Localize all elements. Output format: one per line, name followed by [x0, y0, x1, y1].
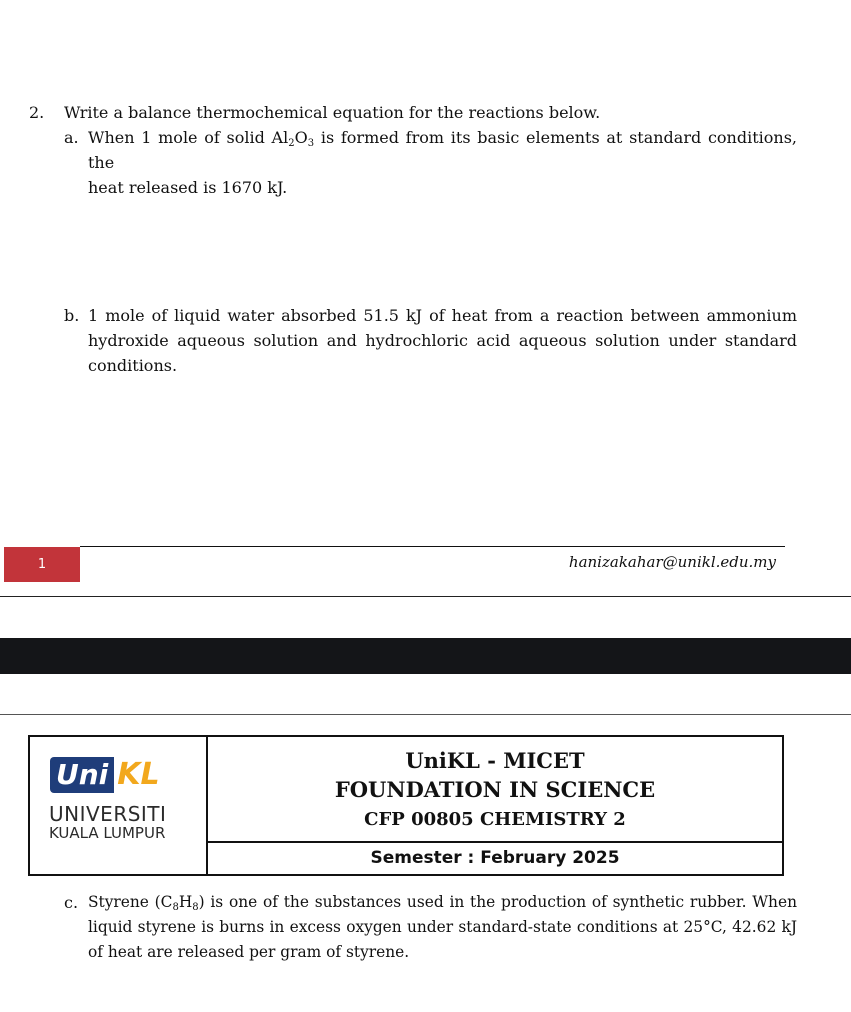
- part-a-line-1: When 1 mole of solid $Al_2O_3$ is formed from its basic elements at standard conditions, the: [88, 128, 797, 172]
- footer-rule: [80, 546, 785, 547]
- question-number: 2.: [29, 103, 45, 122]
- logo-universiti: UNIVERSITI: [49, 802, 167, 826]
- semester-cell: [208, 843, 782, 874]
- unikl-logo: [50, 757, 160, 793]
- header-semester: Semester : February 2025: [370, 848, 620, 868]
- part-c-line-2: liquid styrene is burns in excess oxygen under standard-state conditions at 25°C, 42.62 kJ: [88, 918, 797, 936]
- part-b-label: b.: [64, 306, 80, 325]
- header-institution: UniKL - MICET: [405, 748, 585, 773]
- part-a-text: [88, 125, 797, 200]
- page-gap-band: [0, 638, 851, 674]
- question-stem: Write a balance thermochemical equation for the reactions below.: [64, 103, 601, 122]
- part-b-line-1: 1 mole of liquid water absorbed 51.5 kJ of heat from a reaction between ammonium: [88, 306, 797, 325]
- part-a-label: a.: [64, 128, 79, 147]
- part-b-line-3: conditions.: [88, 356, 178, 375]
- logo-uni-text: Uni: [50, 757, 114, 793]
- page-separator: [0, 596, 851, 597]
- title-cell: [208, 737, 782, 843]
- logo-kuala-lumpur: KUALA LUMPUR: [49, 824, 166, 842]
- part-c-label: c.: [64, 893, 79, 912]
- logo-kl-text: KL: [117, 757, 160, 792]
- header-course: CFP 00805 CHEMISTRY 2: [364, 809, 626, 830]
- header-programme: FOUNDATION IN SCIENCE: [334, 777, 656, 802]
- page-separator: [0, 714, 851, 715]
- part-b-line-2: hydroxide aqueous solution and hydrochloric acid aqueous solution under standard: [88, 331, 797, 350]
- page-number-badge: 1: [4, 547, 80, 582]
- part-a-line-2: heat released is 1670 kJ.: [88, 178, 288, 197]
- document-header-table: [28, 735, 784, 876]
- footer-email: hanizakahar@unikl.edu.my: [568, 553, 776, 571]
- part-c-text: [88, 890, 797, 965]
- logo-cell: [30, 737, 208, 874]
- part-c-line-1: Styrene $(C_8H_8)$ is one of the substances used in the production of synthetic rubber. When: [88, 893, 797, 913]
- part-b-text: [88, 303, 797, 378]
- part-c-line-3: of heat are released per gram of styrene.: [88, 943, 410, 961]
